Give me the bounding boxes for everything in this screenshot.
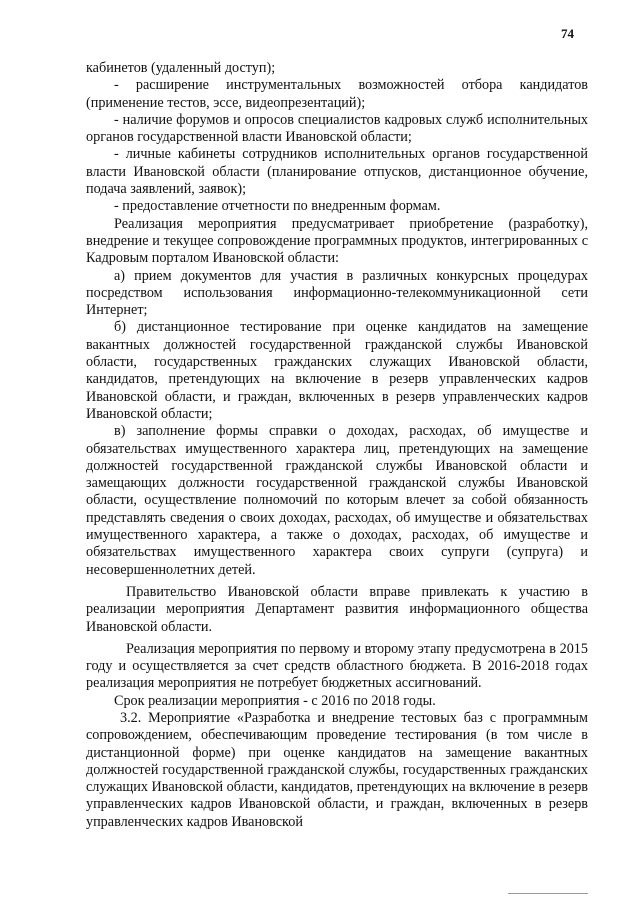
page-number: 74 [561,26,574,41]
paragraph-cabinets-remote: кабинетов (удаленный доступ); [86,60,276,76]
paragraph-implementation-scope: Реализация мероприятия предусматривает приобретение (разработку), внедрение и текущее сопровождение программных продуктов, интегрированных с Кадровым порталом Ивановской области: [86,215,588,267]
paragraph-measure-3-2: 3.2. Мероприятие «Разработка и внедрение тестовых баз с программным сопровождением, обеспечивающим проведение тестирования (в том числе в дистанционной форме) при оценке кандидатов на замещение вакантных должностей государственной гражданской службы, государственных гражданских служащих Ивановской области, кандидатов, претендующих на включение в резерв управленческих кадров Ивановской области, и граждан, включенных в резерв управленческих кадров Ивановской [86,709,588,830]
list-item-forums-surveys: - наличие форумов и опросов специалистов кадровых служб исполнительных органов государственной власти Ивановской области; [86,111,588,146]
document-body [86,60,588,831]
list-item-v-income-declaration: в) заполнение формы справки о доходах, расходах, об имуществе и обязательствах имущественного характера лиц, претендующих на замещение должностей государственной гражданской службы Ивановской области и замещающих должности государственной гражданской службы Ивановской области, осуществление полномочий по которым влечет за собой обязанность представлять сведения о своих доходах, расходах, об имуществе и обязательствах имущественного характера, а также о доходах, расходах, об имуществе и обязательствах имущественного характера своих супруги (супруга) и несовершеннолетних детей. [86,423,588,578]
list-item-reporting: - предоставление отчетности по внедренным формам. [114,198,441,215]
list-item-a-document-intake: а) прием документов для участия в различных конкурсных процедурах посредством использования информационно-телекоммуникационной сети Интернет; [86,267,588,319]
paragraph-funding: Реализация мероприятия по первому и второму этапу предусмотрена в 2015 году и осуществляется за счет средств областного бюджета. В 2016-2018 годах реализация мероприятия не потребует бюджетных ассигнований. [86,640,588,692]
list-item-personal-cabinets: - личные кабинеты сотрудников исполнительных органов государственной власти Ивановской области (планирование отпусков, дистанционное обучение, подача заявлений, заявок); [86,146,588,198]
paragraph-implementation-period: Срок реализации мероприятия - с 2016 по 2018 годы. [114,692,436,709]
list-item-b-remote-testing: б) дистанционное тестирование при оценке кандидатов на замещение вакантных должностей государственной гражданской службы Ивановской области, государственных гражданских служащих Ивановской области, кандидатов, претендующих на включение в резерв управленческих кадров Ивановской области, и граждан, включенных в резерв управленческих кадров Ивановской области; [86,319,588,422]
list-item-tools-expansion: - расширение инструментальных возможностей отбора кандидатов (применение тестов, эссе, видеопрезентаций); [86,77,588,111]
footer-divider [508,893,588,894]
paragraph-government-right: Правительство Ивановской области вправе привлекать к участию в реализации мероприятия Департамент развития информационного общества Ивановской области. [86,583,588,635]
